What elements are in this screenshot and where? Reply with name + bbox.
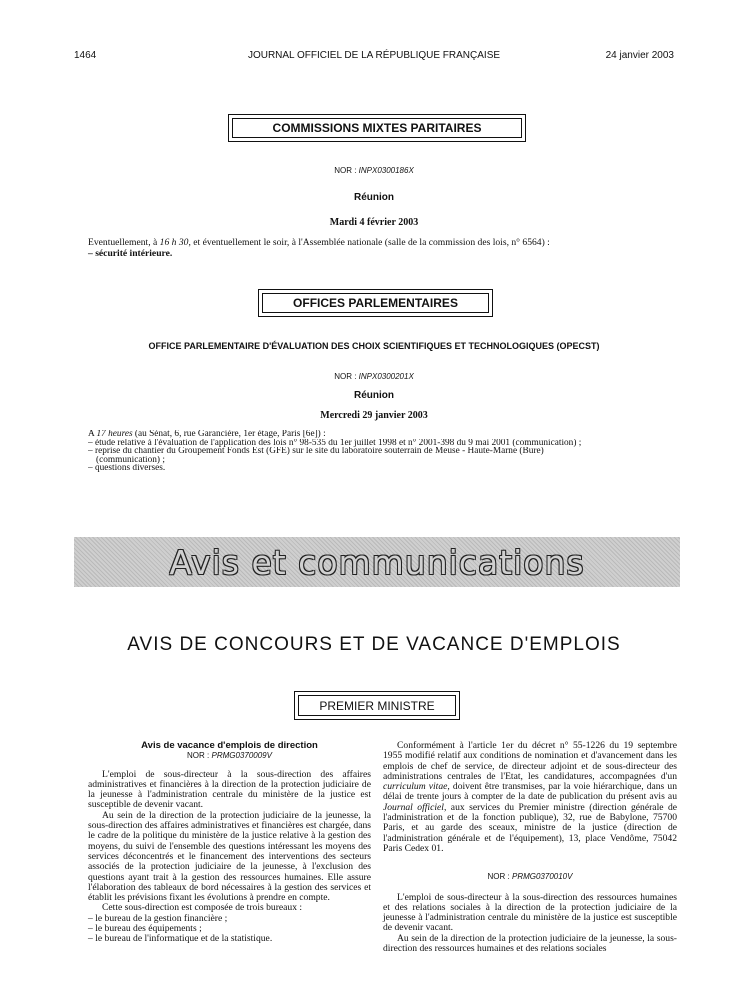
op-heading-box [258, 289, 493, 317]
right-paragraph: Au sein de la direction de la protection judiciaire de la jeunesse, la sous-direction des ressources humaines et des relations sociales [383, 932, 677, 955]
page-number: 1464 [74, 50, 97, 61]
ministry-box [294, 691, 460, 720]
op-office-name: OFFICE PARLEMENTAIRE D'ÉVALUATION DES CHOIX SCIENTIFIQUES ET TECHNOLOGIQUES (OPECST) [148, 341, 600, 351]
op-item: (communication) ; [96, 455, 165, 465]
ministry-label: PREMIER MINISTRE [319, 698, 435, 713]
op-agenda [88, 430, 678, 473]
cmp-heading-box [228, 114, 526, 142]
right-nor: NOR : PRMG0370010V [487, 872, 573, 882]
cmp-heading: COMMISSIONS MIXTES PARITAIRES [272, 121, 482, 135]
left-list-item: – le bureau de la gestion financière ; [88, 912, 228, 924]
op-date: Mercredi 29 janvier 2003 [320, 410, 428, 421]
cmp-time: 16 h 30 [159, 237, 189, 248]
right-paragraph: Conformément à l'article 1er du décret n° 55-1226 du 19 septembre 1955 modifié relatif aux conditions de nomination et d'avancement dans les emplois de chef de service, de directeur adjoint et de sous-directeur des administrations centrales de l'Etat, les candidatures, accompagnées d'un curriculum vitae, doivent être transmises, par la voie hiérarchique, dans un délai de trente jours à compter de la date de publication du présent avis au Journal officiel, aux services du Premier ministre (direction générale de l'administration et de la fonction publique), 32, rue de Babylone, 75700 Paris, et au garde des sceaux, ministre de la justice (direction de l'administration générale et de l'équipement), 13, place Vendôme, 75042 Paris Cedex 01. [383, 740, 678, 854]
cmp-meeting: Réunion [354, 192, 394, 203]
cmp-date: Mardi 4 février 2003 [329, 217, 419, 228]
right-nor-code: PRMG0370010V [511, 872, 573, 882]
left-nor-code: PRMG0370009V [211, 751, 272, 761]
op-item: – reprise du chantier du Groupement Fonds Est (GFE) sur le site du laboratoire souterrain de Meuse - Haute-Marne (Bure) [88, 447, 544, 456]
journal-title: JOURNAL OFFICIEL DE LA RÉPUBLIQUE FRANÇAISE [247, 50, 501, 61]
left-list-item: – le bureau de l'informatique et de la statistique. [88, 933, 273, 945]
left-list-item: – le bureau des équipements ; [88, 923, 202, 935]
right-paragraph: L'emploi de sous-directeur à la sous-direction des ressources humaines et des relations sociales à la direction de la protection judiciaire de la jeunesse à l'administration centrale du ministère de la justice est susceptible de devenir vacant. [383, 891, 677, 934]
issue-date: 24 janvier 2003 [605, 50, 674, 61]
section-banner [74, 537, 680, 587]
concours-heading: AVIS DE CONCOURS ET DE VACANCE D'EMPLOIS [127, 634, 621, 655]
left-paragraph: L'emploi de sous-directeur à la sous-direction des affaires administratives et financières à la direction de la protection judiciaire de la jeunesse à l'administration centrale du ministère de la justice est susceptible de devenir vacant. [88, 768, 371, 811]
running-header [74, 50, 674, 64]
op-item: – questions diverses. [88, 464, 166, 473]
cmp-item: – sécurité intérieure. [88, 247, 173, 259]
op-meeting: Réunion [354, 390, 394, 401]
banner-title: Avis et communications [169, 542, 585, 582]
cmp-nor: NOR : INPX0300186X [334, 166, 414, 175]
cmp-agenda: Eventuellement, à 16 h 30, et éventuellement le soir, à l'Assemblée nationale (salle de la commission des lois, n° 6564) : – sécurité intérieure. [88, 237, 550, 259]
right-column [383, 741, 677, 954]
op-heading: OFFICES PARLEMENTAIRES [293, 296, 458, 310]
op-item: – étude relative à l'évaluation de l'application des lois n° 98-535 du 1er juillet 1998 et n° 2001-398 du 9 mai 2001 (communication) ; [88, 438, 582, 448]
left-paragraph: Au sein de la direction de la protection judiciaire de la jeunesse, la sous-direction des affaires administratives et financières est chargée, dans le cadre de la politique du ministère de la justice relative à la gestion des moyens, du suivi de l'ensemble des questions intéressant les moyens des services déconcentrés et le financement des interventions des secteurs associés de la protection judiciaire de la jeunesse, à l'exclusion des questions ayant trait à la gestion des ressources humaines. Elle assure l'élaboration des tableaux de bord nécessaires à la gestion des services et établit les prévisions fixant les évolutions à prendre en compte. [88, 809, 371, 904]
cmp-nor-code: INPX0300186X [358, 166, 414, 175]
op-time: 17 heures [96, 430, 133, 439]
op-intro: A 17 heures (au Sénat, 6, rue Garancière, 1er étage, Paris [6e]) : [88, 430, 326, 439]
vacancy-title: Avis de vacance d'emplois de direction [141, 740, 318, 751]
op-nor: NOR : INPX0300201X [334, 372, 414, 381]
left-nor: NOR : PRMG0370009V [187, 751, 272, 761]
op-nor-code: INPX0300201X [358, 372, 414, 381]
left-paragraph: Cette sous-direction est composée de trois bureaux : [102, 902, 303, 914]
left-column [88, 741, 371, 945]
